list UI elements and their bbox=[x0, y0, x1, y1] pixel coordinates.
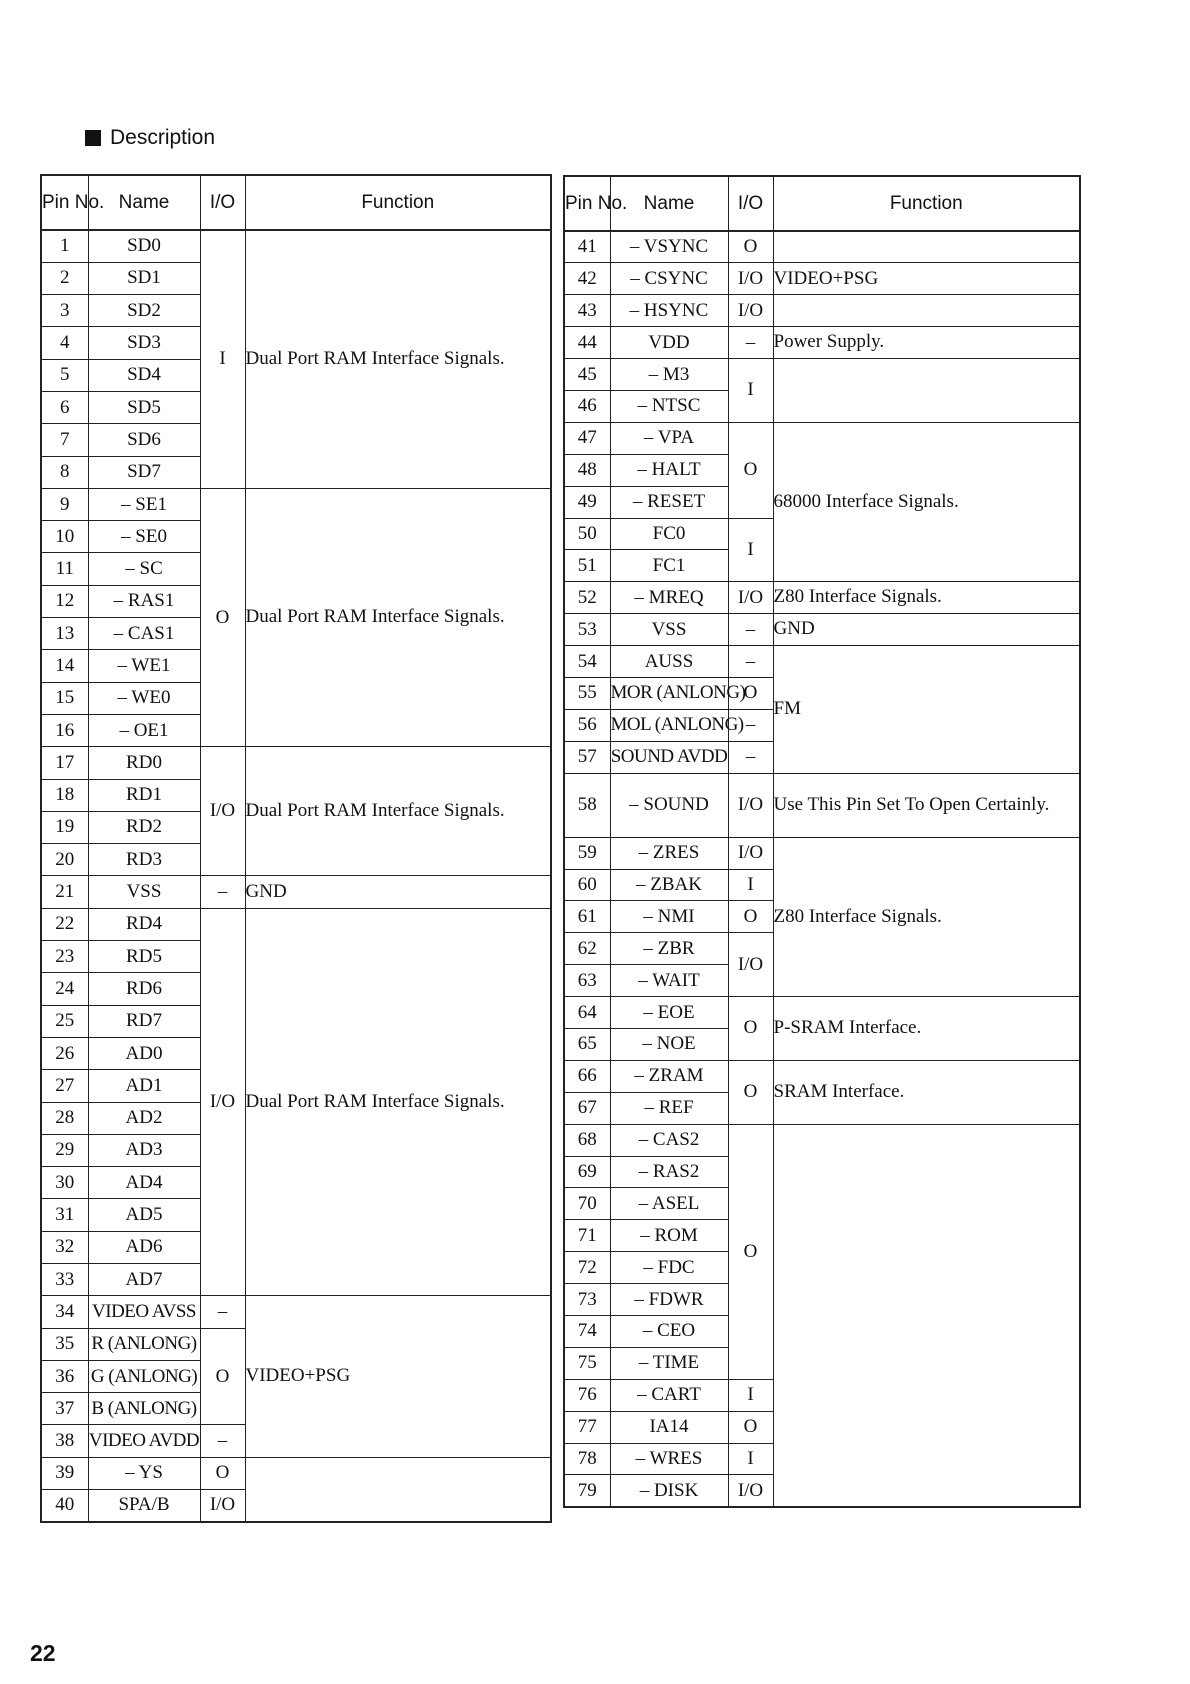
pin-number: 72 bbox=[564, 1252, 610, 1284]
pin-number: 36 bbox=[41, 1360, 88, 1392]
pin-function: Dual Port RAM Interface Signals. bbox=[245, 747, 551, 876]
pin-name: – ZRAM bbox=[610, 1060, 728, 1092]
table-row bbox=[564, 614, 1080, 646]
pin-name: – RAS2 bbox=[610, 1156, 728, 1188]
pin-name: – DISK bbox=[610, 1475, 728, 1507]
pin-name: – RAS1 bbox=[88, 585, 200, 617]
pin-number: 44 bbox=[564, 327, 610, 359]
pin-name: – ZBAK bbox=[610, 869, 728, 901]
pin-number: 40 bbox=[41, 1490, 88, 1522]
pin-io: I/O bbox=[728, 773, 773, 837]
pin-name: RD0 bbox=[88, 747, 200, 779]
pin-number: 33 bbox=[41, 1264, 88, 1296]
pin-number: 43 bbox=[564, 295, 610, 327]
pin-table-right bbox=[563, 175, 1081, 1508]
pin-name: FC0 bbox=[610, 518, 728, 550]
pin-number: 24 bbox=[41, 973, 88, 1005]
pin-name: VSS bbox=[610, 614, 728, 646]
pin-name: VIDEO AVSS bbox=[88, 1296, 200, 1328]
pin-function: Dual Port RAM Interface Signals. bbox=[245, 230, 551, 488]
pin-number: 9 bbox=[41, 488, 88, 520]
pin-name: – ZBR bbox=[610, 933, 728, 965]
pin-name: – CAS2 bbox=[610, 1124, 728, 1156]
pin-name: – CSYNC bbox=[610, 263, 728, 295]
table-row bbox=[564, 295, 1080, 327]
pin-number: 69 bbox=[564, 1156, 610, 1188]
pin-name: – M3 bbox=[610, 359, 728, 391]
pin-io: I/O bbox=[200, 747, 245, 876]
pin-name: – REF bbox=[610, 1092, 728, 1124]
table-row bbox=[41, 1296, 551, 1328]
pin-name: SPA/B bbox=[88, 1490, 200, 1522]
pin-io: O bbox=[728, 901, 773, 933]
pin-number: 20 bbox=[41, 844, 88, 876]
pin-number: 35 bbox=[41, 1328, 88, 1360]
pin-number: 52 bbox=[564, 582, 610, 614]
header-function: Function bbox=[773, 176, 1080, 231]
pin-name: SD4 bbox=[88, 359, 200, 391]
pin-number: 47 bbox=[564, 422, 610, 454]
table-row bbox=[41, 230, 551, 262]
pin-number: 22 bbox=[41, 908, 88, 940]
pin-number: 31 bbox=[41, 1199, 88, 1231]
pin-function: 68000 Interface Signals. bbox=[773, 422, 1080, 581]
pin-name: AD6 bbox=[88, 1231, 200, 1263]
pin-number: 67 bbox=[564, 1092, 610, 1124]
pin-number: 19 bbox=[41, 811, 88, 843]
pin-name: RD7 bbox=[88, 1005, 200, 1037]
pin-number: 13 bbox=[41, 618, 88, 650]
pin-number: 59 bbox=[564, 837, 610, 869]
pin-number: 71 bbox=[564, 1220, 610, 1252]
pin-io: O bbox=[728, 1060, 773, 1124]
pin-number: 58 bbox=[564, 773, 610, 837]
pin-table-left-body bbox=[41, 230, 551, 1522]
pin-io: – bbox=[200, 1425, 245, 1457]
pin-io: O bbox=[728, 997, 773, 1061]
pin-name: AD3 bbox=[88, 1134, 200, 1166]
pin-number: 12 bbox=[41, 585, 88, 617]
pin-number: 14 bbox=[41, 650, 88, 682]
pin-name: AD7 bbox=[88, 1264, 200, 1296]
pin-name: – MREQ bbox=[610, 582, 728, 614]
pin-name: – TIME bbox=[610, 1347, 728, 1379]
pin-number: 28 bbox=[41, 1102, 88, 1134]
pin-name: – ZRES bbox=[610, 837, 728, 869]
table-row bbox=[564, 263, 1080, 295]
pin-number: 26 bbox=[41, 1037, 88, 1069]
header-name: Name bbox=[88, 175, 200, 230]
table-row bbox=[564, 422, 1080, 454]
pin-name: – NTSC bbox=[610, 390, 728, 422]
pin-io: I/O bbox=[200, 1490, 245, 1522]
pin-io: – bbox=[728, 646, 773, 678]
pin-io: I/O bbox=[728, 933, 773, 997]
pin-name: RD3 bbox=[88, 844, 200, 876]
pin-function: GND bbox=[245, 876, 551, 908]
pin-function: Dual Port RAM Interface Signals. bbox=[245, 908, 551, 1296]
pin-name: – FDC bbox=[610, 1252, 728, 1284]
pin-number: 46 bbox=[564, 390, 610, 422]
pin-number: 77 bbox=[564, 1411, 610, 1443]
table-row bbox=[564, 231, 1080, 263]
pin-number: 30 bbox=[41, 1167, 88, 1199]
pin-function bbox=[773, 359, 1080, 423]
pin-name: – WAIT bbox=[610, 965, 728, 997]
pin-name: AUSS bbox=[610, 646, 728, 678]
pin-name: AD1 bbox=[88, 1070, 200, 1102]
pin-function bbox=[773, 295, 1080, 327]
pin-name: G (ANLONG) bbox=[88, 1360, 200, 1392]
pin-name: – NOE bbox=[610, 1028, 728, 1060]
section-heading bbox=[85, 126, 215, 150]
pin-name: SD1 bbox=[88, 262, 200, 294]
pin-name: B (ANLONG) bbox=[88, 1393, 200, 1425]
pin-number: 63 bbox=[564, 965, 610, 997]
table-row bbox=[564, 1060, 1080, 1092]
pin-name: – VSYNC bbox=[610, 231, 728, 263]
pin-number: 11 bbox=[41, 553, 88, 585]
pin-number: 23 bbox=[41, 941, 88, 973]
pin-io: I/O bbox=[728, 837, 773, 869]
pin-io: O bbox=[728, 1124, 773, 1379]
pin-number: 2 bbox=[41, 262, 88, 294]
pin-number: 51 bbox=[564, 550, 610, 582]
pin-number: 55 bbox=[564, 677, 610, 709]
pin-number: 49 bbox=[564, 486, 610, 518]
pin-name: VDD bbox=[610, 327, 728, 359]
pin-name: RD6 bbox=[88, 973, 200, 1005]
table-row bbox=[41, 876, 551, 908]
pin-name: MOR (ANLONG) bbox=[610, 677, 728, 709]
pin-name: – ROM bbox=[610, 1220, 728, 1252]
pin-function: Dual Port RAM Interface Signals. bbox=[245, 488, 551, 746]
pin-table-left bbox=[40, 174, 552, 1523]
pin-io: – bbox=[728, 741, 773, 773]
pin-name: IA14 bbox=[610, 1411, 728, 1443]
pin-number: 34 bbox=[41, 1296, 88, 1328]
pin-name: VSS bbox=[88, 876, 200, 908]
table-row bbox=[564, 837, 1080, 869]
pin-function: VIDEO+PSG bbox=[773, 263, 1080, 295]
pin-number: 39 bbox=[41, 1457, 88, 1489]
pin-function: P-SRAM Interface. bbox=[773, 997, 1080, 1061]
pin-number: 16 bbox=[41, 714, 88, 746]
pin-name: AD2 bbox=[88, 1102, 200, 1134]
pin-number: 64 bbox=[564, 997, 610, 1029]
pin-function: Z80 Interface Signals. bbox=[773, 837, 1080, 996]
pin-function bbox=[245, 1457, 551, 1522]
pin-number: 38 bbox=[41, 1425, 88, 1457]
pin-number: 54 bbox=[564, 646, 610, 678]
pin-io: O bbox=[200, 1328, 245, 1425]
pin-name: – WE0 bbox=[88, 682, 200, 714]
pin-io: I/O bbox=[728, 1475, 773, 1507]
pin-number: 66 bbox=[564, 1060, 610, 1092]
pin-io: – bbox=[200, 876, 245, 908]
pin-number: 3 bbox=[41, 295, 88, 327]
pin-number: 41 bbox=[564, 231, 610, 263]
pin-number: 50 bbox=[564, 518, 610, 550]
pin-number: 70 bbox=[564, 1188, 610, 1220]
pin-number: 62 bbox=[564, 933, 610, 965]
pin-name: – EOE bbox=[610, 997, 728, 1029]
pin-io: O bbox=[200, 488, 245, 746]
pin-name: RD2 bbox=[88, 811, 200, 843]
table-row bbox=[564, 997, 1080, 1029]
pin-number: 79 bbox=[564, 1475, 610, 1507]
pin-number: 60 bbox=[564, 869, 610, 901]
header-function: Function bbox=[245, 175, 551, 230]
pin-number: 73 bbox=[564, 1284, 610, 1316]
pin-number: 27 bbox=[41, 1070, 88, 1102]
table-row bbox=[41, 1457, 551, 1489]
pin-io: – bbox=[200, 1296, 245, 1328]
pin-io: I bbox=[728, 359, 773, 423]
pin-name: – SC bbox=[88, 553, 200, 585]
pin-name: RD5 bbox=[88, 941, 200, 973]
pin-io: O bbox=[728, 1411, 773, 1443]
pin-number: 76 bbox=[564, 1379, 610, 1411]
table-row bbox=[564, 1124, 1080, 1156]
pin-name: – ASEL bbox=[610, 1188, 728, 1220]
pin-number: 57 bbox=[564, 741, 610, 773]
table-row bbox=[41, 747, 551, 779]
pin-name: – WE1 bbox=[88, 650, 200, 682]
pin-io: – bbox=[728, 327, 773, 359]
pin-number: 45 bbox=[564, 359, 610, 391]
pin-function bbox=[773, 1124, 1080, 1507]
pin-name: – SE1 bbox=[88, 488, 200, 520]
header-pin-no: Pin No. bbox=[41, 175, 88, 230]
pin-number: 42 bbox=[564, 263, 610, 295]
pin-number: 74 bbox=[564, 1316, 610, 1348]
table-row bbox=[564, 773, 1080, 837]
page-number: 22 bbox=[30, 1640, 56, 1666]
pin-io: I bbox=[728, 1443, 773, 1475]
pin-io: I bbox=[728, 869, 773, 901]
pin-number: 6 bbox=[41, 391, 88, 423]
pin-name: SD6 bbox=[88, 424, 200, 456]
pin-function: Z80 Interface Signals. bbox=[773, 582, 1080, 614]
pin-name: AD5 bbox=[88, 1199, 200, 1231]
pin-number: 37 bbox=[41, 1393, 88, 1425]
pin-io: O bbox=[728, 677, 773, 709]
pin-name: AD4 bbox=[88, 1167, 200, 1199]
pin-io: I bbox=[728, 518, 773, 582]
pin-io: I bbox=[200, 230, 245, 488]
pin-name: SD2 bbox=[88, 295, 200, 327]
pin-number: 7 bbox=[41, 424, 88, 456]
header-name: Name bbox=[610, 176, 728, 231]
pin-number: 78 bbox=[564, 1443, 610, 1475]
pin-number: 15 bbox=[41, 682, 88, 714]
pin-name: – SE0 bbox=[88, 521, 200, 553]
pin-function bbox=[773, 231, 1080, 263]
pin-io: O bbox=[728, 231, 773, 263]
pin-number: 17 bbox=[41, 747, 88, 779]
pin-name: MOL (ANLONG) bbox=[610, 709, 728, 741]
pin-name: – CEO bbox=[610, 1316, 728, 1348]
header-pin-no: Pin No. bbox=[564, 176, 610, 231]
pin-io: I/O bbox=[728, 263, 773, 295]
pin-io: – bbox=[728, 709, 773, 741]
pin-number: 68 bbox=[564, 1124, 610, 1156]
pin-number: 4 bbox=[41, 327, 88, 359]
pin-io: O bbox=[728, 422, 773, 518]
section-title: Description bbox=[110, 126, 216, 149]
pin-function: SRAM Interface. bbox=[773, 1060, 1080, 1124]
table-row bbox=[564, 359, 1080, 391]
pin-name: – FDWR bbox=[610, 1284, 728, 1316]
pin-name: SD5 bbox=[88, 391, 200, 423]
pin-io: I/O bbox=[200, 908, 245, 1296]
pin-number: 75 bbox=[564, 1347, 610, 1379]
pin-name: – CAS1 bbox=[88, 618, 200, 650]
pin-function: Use This Pin Set To Open Certainly. bbox=[773, 773, 1080, 837]
pin-name: SD3 bbox=[88, 327, 200, 359]
pin-name: FC1 bbox=[610, 550, 728, 582]
table-row bbox=[564, 582, 1080, 614]
pin-io: I/O bbox=[728, 582, 773, 614]
pin-function: FM bbox=[773, 646, 1080, 774]
table-row bbox=[564, 646, 1080, 678]
pin-number: 65 bbox=[564, 1028, 610, 1060]
pin-number: 53 bbox=[564, 614, 610, 646]
pin-number: 56 bbox=[564, 709, 610, 741]
pin-table-right-body bbox=[564, 231, 1080, 1507]
pin-number: 25 bbox=[41, 1005, 88, 1037]
pin-name: RD1 bbox=[88, 779, 200, 811]
pin-number: 1 bbox=[41, 230, 88, 262]
pin-name: AD0 bbox=[88, 1037, 200, 1069]
square-bullet-icon bbox=[85, 130, 101, 146]
pin-name: – HSYNC bbox=[610, 295, 728, 327]
pin-name: – SOUND bbox=[610, 773, 728, 837]
pin-io: – bbox=[728, 614, 773, 646]
pin-name: SOUND AVDD bbox=[610, 741, 728, 773]
pin-number: 48 bbox=[564, 454, 610, 486]
pin-number: 8 bbox=[41, 456, 88, 488]
pin-name: – VPA bbox=[610, 422, 728, 454]
pin-name: – CART bbox=[610, 1379, 728, 1411]
table-row bbox=[41, 488, 551, 520]
pin-name: – OE1 bbox=[88, 714, 200, 746]
pin-function: Power Supply. bbox=[773, 327, 1080, 359]
header-io: I/O bbox=[200, 175, 245, 230]
pin-name: – YS bbox=[88, 1457, 200, 1489]
pin-name: R (ANLONG) bbox=[88, 1328, 200, 1360]
pin-number: 10 bbox=[41, 521, 88, 553]
table-row bbox=[41, 908, 551, 940]
pin-io: I/O bbox=[728, 295, 773, 327]
pin-number: 32 bbox=[41, 1231, 88, 1263]
header-io: I/O bbox=[728, 176, 773, 231]
table-row bbox=[564, 327, 1080, 359]
pin-number: 18 bbox=[41, 779, 88, 811]
pin-function: GND bbox=[773, 614, 1080, 646]
pin-name: RD4 bbox=[88, 908, 200, 940]
pin-name: – RESET bbox=[610, 486, 728, 518]
pin-name: – HALT bbox=[610, 454, 728, 486]
pin-number: 29 bbox=[41, 1134, 88, 1166]
pin-name: – WRES bbox=[610, 1443, 728, 1475]
pin-io: O bbox=[200, 1457, 245, 1489]
pin-io: I bbox=[728, 1379, 773, 1411]
pin-number: 21 bbox=[41, 876, 88, 908]
pin-name: – NMI bbox=[610, 901, 728, 933]
pin-number: 5 bbox=[41, 359, 88, 391]
pin-function: VIDEO+PSG bbox=[245, 1296, 551, 1457]
pin-name: SD0 bbox=[88, 230, 200, 262]
pin-name: SD7 bbox=[88, 456, 200, 488]
pin-name: VIDEO AVDD bbox=[88, 1425, 200, 1457]
pin-number: 61 bbox=[564, 901, 610, 933]
